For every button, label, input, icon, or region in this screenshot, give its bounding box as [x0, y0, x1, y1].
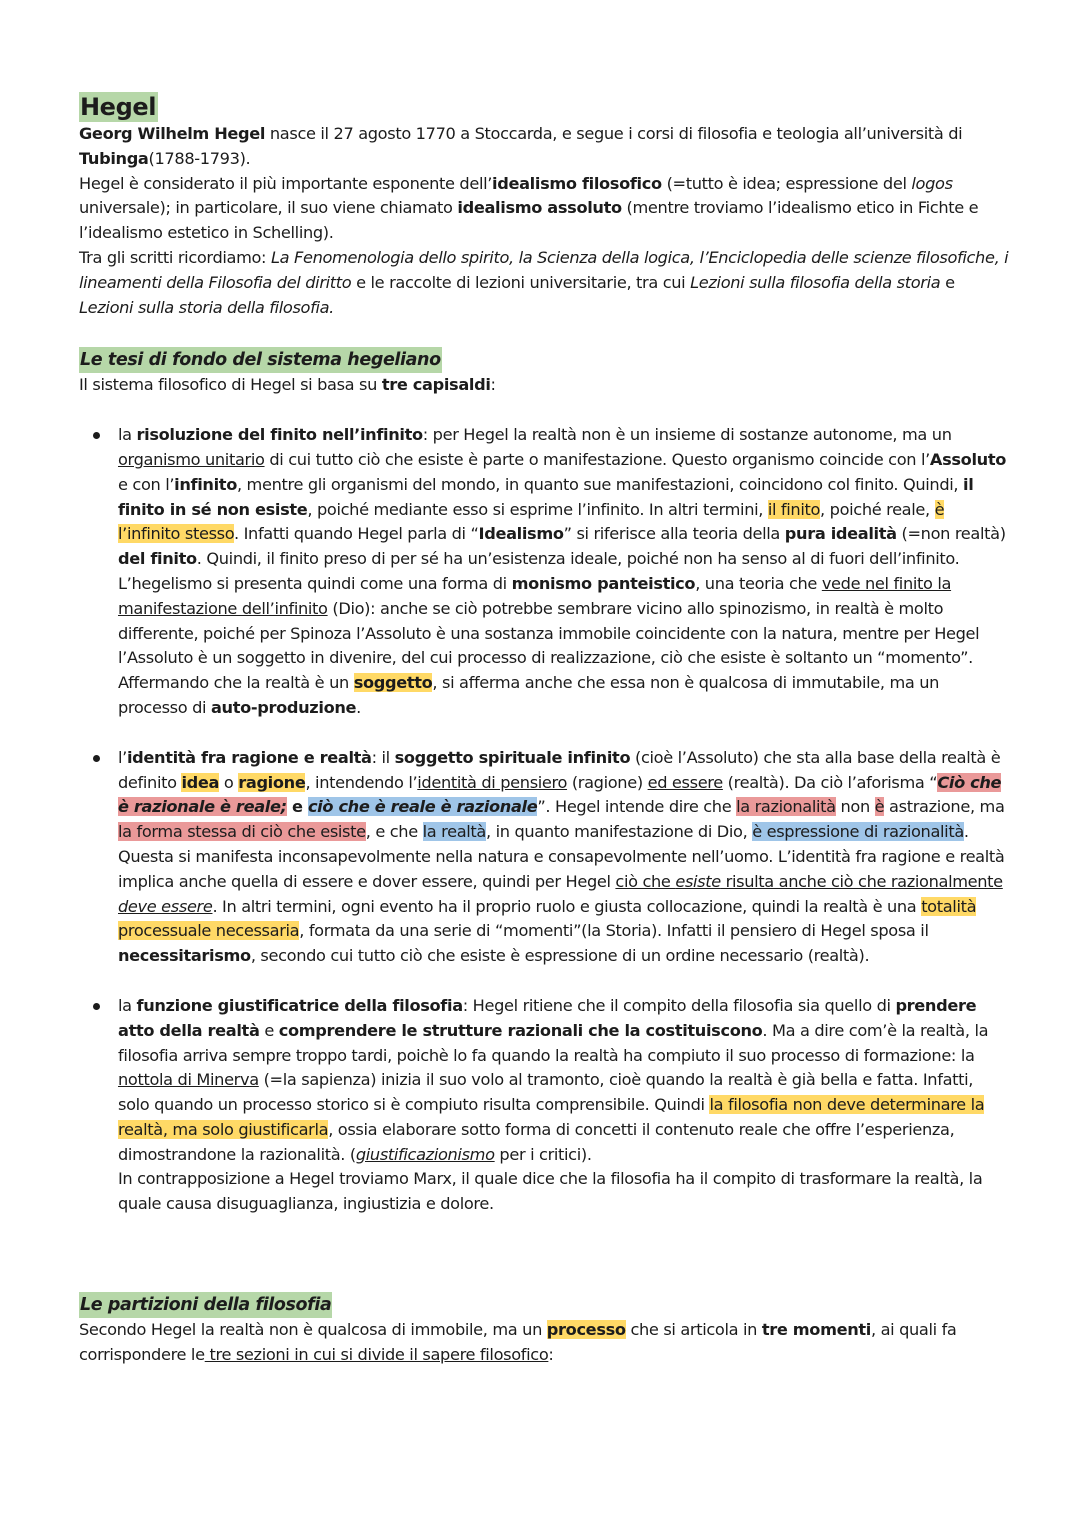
text: la: [118, 425, 137, 445]
bold-term: comprendere le strutture razionali che la costituiscono: [278, 1020, 763, 1040]
blue-highlight: è espressione di razionalità: [752, 822, 964, 842]
bold-term: il finito in sé non esiste: [118, 474, 974, 519]
bold-term: tre momenti: [761, 1320, 871, 1340]
list-item-identita: [79, 746, 1009, 969]
text: o: [219, 772, 239, 792]
text: , poiché reale,: [820, 499, 935, 519]
intro-paragraph-idealism: [79, 172, 1009, 246]
text: Hegel è considerato il più importante esponente dell’: [79, 173, 493, 193]
text: . Quindi, il finito preso di per sé ha un’esistenza ideale, poiché non ha senso al di fuori dell’infinito. L’hegelismo si presenta quindi come una forma di: [118, 549, 960, 593]
partizioni-paragraph: [79, 1318, 1009, 1368]
text: la: [118, 995, 137, 1015]
text: . Questa si manifesta inconsapevolmente nella natura e consapevolmente nell’uomo. L’identità fra ragione e realtà implica anche quella di essere e dover essere, quindi per Hegel: [118, 822, 1005, 891]
text: di cui tutto ciò che esiste è parte o manifestazione. Questo organismo coincide con l’: [264, 449, 930, 469]
underlined-term: nottola di Minerva: [118, 1070, 259, 1090]
blue-highlight: la realtà: [422, 822, 486, 842]
text: astrazione, ma: [884, 797, 1005, 817]
text: e con l’: [118, 474, 175, 494]
text: : il: [371, 747, 395, 767]
text: , mentre gli organismi del mondo, in quanto sue manifestazioni, coincidono col finito. Quindi,: [236, 474, 963, 494]
marx-note: In contrapposizione a Hegel troviamo Marx, il quale dice che la filosofia ha il compito di trasformare la realtà, la quale causa disuguaglianza, ingiustizia e dolore.: [118, 1169, 983, 1214]
bold-term: soggetto spirituale infinito: [394, 747, 631, 767]
italic-titles: La Fenomenologia dello spirito, la Scienza della logica, l’Enciclopedia delle scienze filosofiche, i lineamenti della Filosofia del diritto: [79, 247, 1009, 292]
bold-term: monismo panteistico: [511, 573, 696, 593]
bullet-icon: [93, 432, 100, 439]
text: , ai quali fa corrispondere le: [79, 1320, 957, 1364]
text: (=la sapienza) inizia il suo volo al tramonto, cioè quando la realtà è già bella e fatta. Infatti, solo quando un processo storico si è compiuto risulta comprensibile. Quindi: [118, 1070, 974, 1115]
text: , ossia elaborare sotto forma di concetti il contenuto reale che offre l’esperienza, dimostrandone la razionalità. (: [118, 1119, 955, 1164]
list-spacer: [79, 969, 1009, 994]
text: . Ma a dire com’è la realtà, la filosofia arriva sempre troppo tardi, poichè lo fa quando la realtà ha compiuto il suo processo di formazione: la: [118, 1020, 989, 1065]
text: nasce il 27 agosto 1770 a Stoccarda, e segue i corsi di filosofia e teologia all’università di: [265, 124, 963, 143]
underlined-term: risulta anche ciò che razionalmente: [720, 871, 1003, 891]
text: , in quanto manifestazione di Dio,: [486, 822, 753, 842]
red-highlight: la razionalità: [736, 797, 836, 817]
bold-term: idealismo filosofico: [492, 173, 662, 193]
text: , secondo cui tutto ciò che esiste è espressione di un ordine necessario (realtà).: [250, 946, 870, 966]
text: e: [940, 272, 955, 292]
text: .: [356, 697, 361, 717]
text: (ragione): [567, 772, 648, 792]
bold-term: risoluzione del finito nell’infinito: [136, 425, 423, 445]
underlined-term: vede nel finito la manifestazione dell’infinito: [118, 573, 952, 618]
section-lead: [79, 373, 1009, 398]
list-item-funzione: [79, 994, 1009, 1217]
italic-title: Lezioni sulla filosofia della storia: [690, 272, 941, 292]
yellow-highlight-bold: soggetto: [353, 673, 433, 693]
page-title: Hegel: [80, 93, 157, 121]
text: (mentre troviamo l’idealismo etico in Fichte e l’idealismo estetico in Schelling).: [79, 198, 979, 243]
text: per i critici).: [494, 1144, 592, 1164]
list-spacer: [79, 721, 1009, 746]
text: Tra gli scritti ricordiamo:: [79, 247, 271, 267]
text: . Infatti quando Hegel parla di “: [234, 524, 479, 544]
text: . In altri termini, ogni evento ha il proprio ruolo e giusta collocazione, quindi la realtà è una: [212, 896, 922, 916]
bold-term: auto-produzione: [210, 697, 357, 717]
bullet-icon: [93, 755, 100, 762]
text: , e che: [365, 822, 423, 842]
bold-term: funzione giustificatrice della filosofia: [136, 995, 463, 1015]
capisaldi-list: [79, 423, 1009, 1217]
text: , formata da una serie di “momenti”(la Storia). Infatti il pensiero di Hegel sposa il: [299, 921, 929, 941]
intro-paragraph-writings: [79, 246, 1009, 320]
italic-term: logos: [911, 173, 953, 193]
text: (cioè l’Assoluto) che sta alla base della realtà è definito: [118, 747, 1001, 792]
red-highlight: è: [874, 797, 885, 817]
text: , una teoria che: [695, 573, 822, 593]
underlined-term: identità di pensiero: [417, 772, 568, 792]
text: e le raccolte di lezioni universitarie, tra cui: [351, 272, 691, 292]
text: (1788-1793).: [148, 148, 251, 168]
list-item-risoluzione: [79, 423, 1009, 721]
text: :: [490, 375, 496, 395]
bold-term: pura idealità: [784, 524, 897, 544]
italic-title: Lezioni sulla storia della filosofia.: [79, 297, 334, 317]
bold-term: identità fra ragione e realtà: [126, 747, 372, 767]
text: ”. Hegel intende dire che: [537, 797, 737, 817]
bold-term: necessitarismo: [118, 946, 251, 966]
yellow-highlight-bold: ragione: [238, 772, 306, 792]
red-highlight-aphorism: Ciò che è razionale è reale;: [118, 772, 1002, 817]
bold-term: infinito: [174, 474, 237, 494]
bold-term: idealismo assoluto: [457, 198, 622, 218]
text: , intendendo l’: [305, 772, 418, 792]
text: non: [835, 797, 875, 817]
red-highlight: la forma stessa di ciò che esiste: [118, 822, 366, 842]
bold-term: prendere atto della realtà: [118, 995, 977, 1040]
text: l’: [118, 747, 127, 767]
text: (realtà). Da ciò l’aforisma “: [722, 772, 938, 792]
bold-name: Georg Wilhelm Hegel: [79, 124, 266, 143]
bold-place: Tubinga: [79, 148, 149, 168]
text: :: [548, 1344, 554, 1364]
underlined-italic-term: giustificazionismo: [355, 1144, 495, 1164]
underlined-italic-term: deve essere: [118, 896, 213, 916]
text: Il sistema filosofico di Hegel si basa su: [79, 375, 382, 395]
underlined-italic-term: esiste: [675, 871, 721, 891]
bold-term: Idealismo: [478, 524, 564, 544]
text: Secondo Hegel la realtà non è qualcosa di immobile, ma un: [79, 1320, 547, 1340]
text: universale); in particolare, il suo viene chiamato: [79, 198, 458, 218]
text: : Hegel ritiene che il compito della filosofia sia quello di: [462, 995, 896, 1015]
section-heading-partizioni: Le partizioni della filosofia: [79, 1292, 332, 1318]
bold-term: tre capisaldi: [381, 375, 491, 395]
document-page: [79, 92, 1009, 1368]
yellow-highlight: totalità processuale necessaria: [118, 896, 977, 941]
yellow-highlight: la filosofia non deve determinare la realtà, ma solo giustificarla: [118, 1095, 985, 1139]
bold-term: Assoluto: [929, 449, 1006, 469]
underlined-term: ed essere: [647, 772, 723, 792]
intro-paragraph-biography: [79, 122, 1009, 172]
text: , si afferma anche che essa non è qualcosa di immutabile, ma un processo di: [118, 673, 940, 717]
yellow-highlight-bold: idea: [181, 772, 220, 792]
yellow-highlight-bold: processo: [546, 1320, 626, 1340]
text: , poiché mediante esso si esprime l’infinito. In altri termini,: [307, 499, 768, 519]
underlined-term: ciò che: [615, 871, 676, 891]
text: che si articola in: [625, 1320, 762, 1340]
bold-term: del finito: [118, 549, 197, 569]
text: (Dio): anche se ciò potrebbe sembrare vicino allo spinozismo, in realtà è molto differente, poiché per Spinoza l’Assoluto è una sostanza immobile coincidente con la natura, mentre per Hegel l’Assoluto è un soggetto in divenire, del cui processo di realizzazione, ciò che esiste è soltanto un “momento”. Affermando che la realtà è un: [118, 598, 980, 693]
section-heading-tesi: Le tesi di fondo del sistema hegeliano: [79, 347, 442, 373]
yellow-highlight: il finito: [767, 499, 821, 519]
yellow-highlight: è l’infinito stesso: [118, 499, 945, 544]
text: : per Hegel la realtà non è un insieme di sostanze autonome, ma un: [422, 425, 952, 445]
bullet-icon: [93, 1003, 100, 1010]
text: ” si riferisce alla teoria della: [563, 524, 785, 544]
text: (=non realtà): [896, 524, 1006, 544]
bold-term: e: [286, 797, 308, 817]
underlined-term: organismo unitario: [118, 449, 265, 469]
text: (=tutto è idea; espressione del: [661, 173, 912, 193]
underlined-term: tre sezioni in cui si divide il sapere filosofico: [204, 1344, 549, 1364]
blue-highlight-aphorism: ciò che è reale è razionale: [307, 797, 538, 817]
text: e: [259, 1020, 279, 1040]
